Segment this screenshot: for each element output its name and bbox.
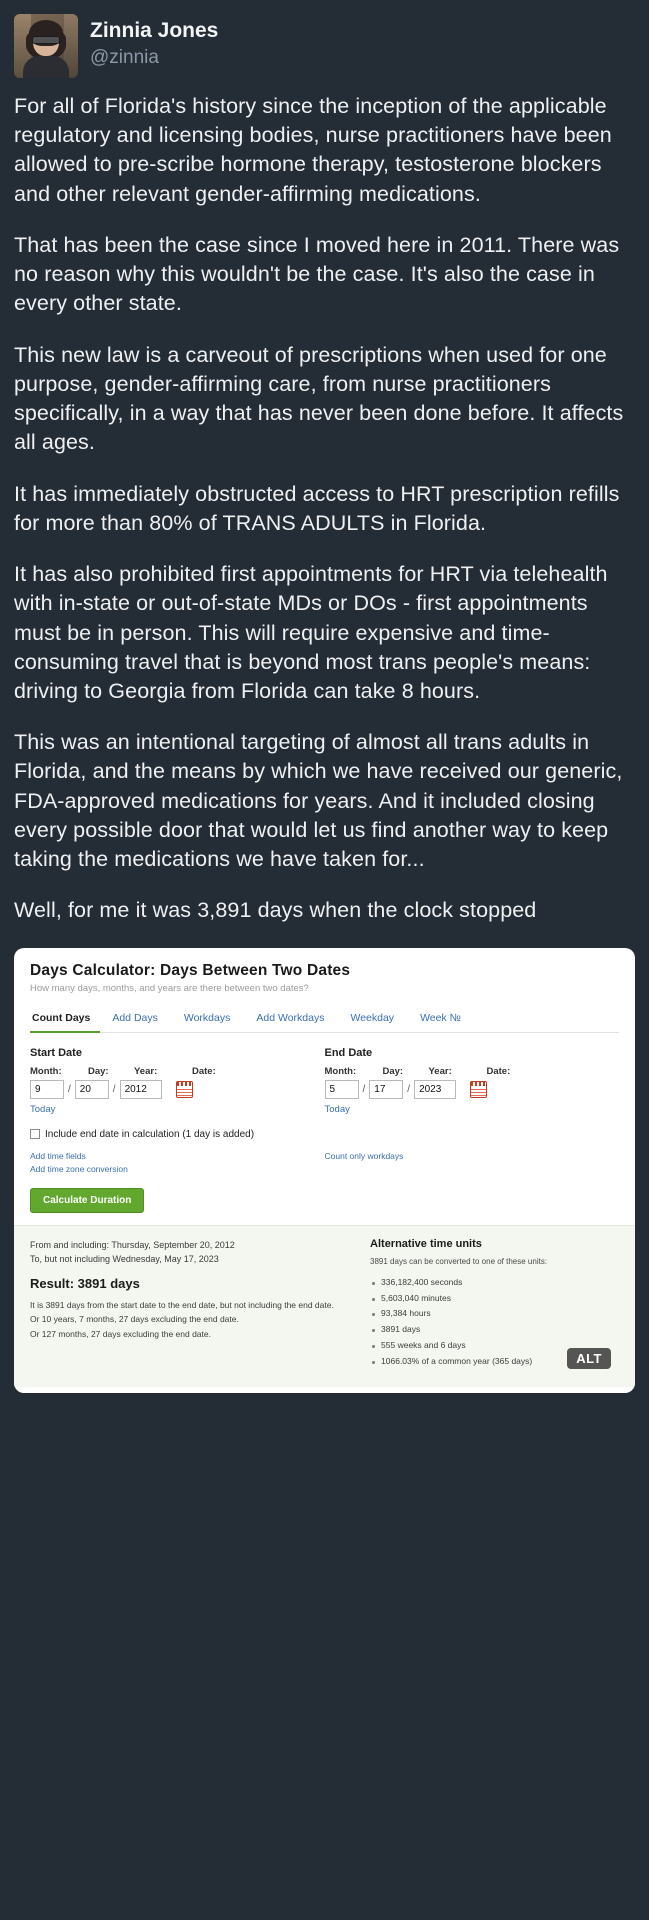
- avatar[interactable]: [14, 14, 78, 78]
- post-paragraph: This new law is a carveout of prescriptions when used for one purpose, gender-affirming care, from nurse practitioners specifically, in a way that has never been done before. It affects all ages.: [14, 342, 624, 455]
- post-paragraph: For all of Florida's history since the inception of the applicable regulatory and licensing bodies, nurse practitioners have been allowed to pre-scribe hormone therapy, testosterone blockers and other relevant gender-affirming medications.: [14, 94, 612, 206]
- list-item: 5,603,040 minutes: [370, 1291, 619, 1307]
- right-option-links: [325, 1150, 620, 1176]
- result-note-3: Or 127 months, 27 days excluding the end date.: [30, 1328, 211, 1339]
- list-item: 336,182,400 seconds: [370, 1275, 619, 1291]
- post-paragraph: It has immediately obstructed access to HRT prescription refills for more than 80% of TRANS ADULTS in Florida.: [14, 481, 620, 535]
- result-heading: Result: 3891 days: [30, 1275, 140, 1291]
- calculator-option-links: [30, 1150, 619, 1176]
- calendar-icon[interactable]: [176, 1081, 193, 1098]
- start-date-headers: [30, 1066, 325, 1077]
- count-only-workdays-link[interactable]: Count only workdays: [324, 1150, 404, 1161]
- end-date-group: [325, 1047, 620, 1115]
- end-date-header: Date:: [486, 1065, 511, 1077]
- start-year-input[interactable]: 2012: [120, 1080, 162, 1099]
- start-today-link[interactable]: Today: [30, 1103, 56, 1115]
- calculator-title: Days Calculator: Days Between Two Dates: [30, 961, 351, 979]
- attached-screenshot[interactable]: [14, 948, 635, 1394]
- start-date-label: Start Date: [30, 1046, 82, 1059]
- end-date-label: End Date: [324, 1046, 373, 1059]
- alternative-units-title: Alternative time units: [370, 1237, 482, 1250]
- start-day-header: Day:: [88, 1065, 109, 1077]
- calculate-duration-button[interactable]: Calculate Duration: [30, 1188, 144, 1213]
- end-year-input[interactable]: 2023: [414, 1080, 456, 1099]
- start-date-inputs: [30, 1080, 325, 1099]
- calendar-icon[interactable]: [470, 1081, 487, 1098]
- tab-week-number[interactable]: Week №: [420, 1011, 461, 1024]
- post-author[interactable]: [14, 14, 635, 78]
- include-end-date-label: Include end date in calculation (1 day is added): [45, 1128, 255, 1140]
- slash-separator: /: [68, 1083, 71, 1095]
- result-summary: [30, 1238, 360, 1369]
- end-month-header: Month:: [324, 1065, 357, 1077]
- end-day-header: Day:: [382, 1065, 404, 1077]
- days-calculator: [14, 948, 635, 1394]
- tab-count-days[interactable]: Count Days: [30, 1006, 100, 1033]
- calculator-tabs: [30, 1006, 619, 1033]
- include-end-date-row[interactable]: [30, 1129, 619, 1140]
- slash-separator: /: [112, 1083, 116, 1095]
- result-note-2: Or 10 years, 7 months, 27 days excluding the end date.: [30, 1314, 239, 1325]
- alt-badge[interactable]: ALT: [567, 1348, 611, 1369]
- start-month-input[interactable]: 9: [30, 1080, 64, 1099]
- post-paragraph: It has also prohibited first appointments for HRT via telehealth with in-state or out-of-state MDs or DOs - first appointments must be in person. This will require expensive and time-consuming travel that is beyond most trans people's means: driving to Georgia from Florida can take 8 hours.: [14, 562, 608, 703]
- end-month-input[interactable]: 5: [325, 1080, 359, 1099]
- author-display-name[interactable]: Zinnia Jones: [90, 19, 219, 42]
- start-date-group: [30, 1047, 325, 1115]
- tab-add-days[interactable]: Add Days: [112, 1011, 158, 1024]
- post-body: [14, 92, 635, 926]
- author-names: [90, 14, 218, 71]
- calculator-subtitle: How many days, months, and years are there between two dates?: [30, 982, 309, 994]
- author-handle[interactable]: @zinnia: [90, 47, 159, 69]
- end-date-inputs: [325, 1080, 620, 1099]
- start-date-header: Date:: [192, 1065, 216, 1077]
- alternative-units-subtitle: 3891 days can be converted to one of these units:: [370, 1256, 548, 1266]
- tab-weekday[interactable]: Weekday: [350, 1011, 395, 1024]
- end-year-header: Year:: [428, 1065, 452, 1077]
- avatar-shoulders: [23, 56, 69, 78]
- start-month-header: Month:: [30, 1065, 62, 1077]
- result-panel: [14, 1225, 635, 1387]
- end-date-headers: [325, 1066, 620, 1077]
- tab-workdays[interactable]: Workdays: [183, 1011, 231, 1024]
- start-year-header: Year:: [134, 1065, 158, 1077]
- slash-separator: /: [362, 1083, 366, 1095]
- post-paragraph: This was an intentional targeting of almost all trans adults in Florida, and the means by which we have received our generic, FDA-approved medications for years. And it included closing every possible door that would let us find another way to keep taking the medications we have taken for...: [14, 730, 623, 872]
- result-accent-bar: [14, 948, 17, 1394]
- post-attachment[interactable]: [0, 948, 649, 1408]
- start-day-input[interactable]: 20: [75, 1080, 109, 1099]
- end-day-input[interactable]: 17: [369, 1080, 403, 1099]
- post-paragraph: That has been the case since I moved here in 2011. There was no reason why this wouldn't be the case. It's also the case in every other state.: [14, 232, 620, 316]
- social-post: [0, 0, 649, 926]
- tab-add-workdays[interactable]: Add Workdays: [256, 1011, 325, 1024]
- slash-separator: /: [407, 1083, 411, 1095]
- result-note-1: It is 3891 days from the start date to the end date, but not including the end date.: [30, 1299, 334, 1310]
- result-to-line: To, but not including Wednesday, May 17, 2023: [30, 1254, 219, 1265]
- list-item: 1066.03% of a common year (365 days): [370, 1354, 619, 1370]
- add-time-fields-link[interactable]: Add time fields: [30, 1150, 86, 1161]
- list-item: 555 weeks and 6 days: [370, 1338, 619, 1354]
- date-fields: [30, 1047, 619, 1115]
- list-item: 93,384 hours: [370, 1306, 619, 1322]
- result-from-line: From and including: Thursday, September 20, 2012: [30, 1239, 235, 1250]
- include-end-date-checkbox[interactable]: [30, 1129, 40, 1139]
- add-time-zone-link[interactable]: Add time zone conversion: [30, 1163, 128, 1174]
- end-today-link[interactable]: Today: [324, 1103, 350, 1115]
- avatar-glasses-icon: [32, 36, 60, 44]
- left-option-links: [30, 1150, 325, 1176]
- post-paragraph: Well, for me it was 3,891 days when the clock stopped: [14, 898, 537, 923]
- list-item: 3891 days: [370, 1322, 619, 1338]
